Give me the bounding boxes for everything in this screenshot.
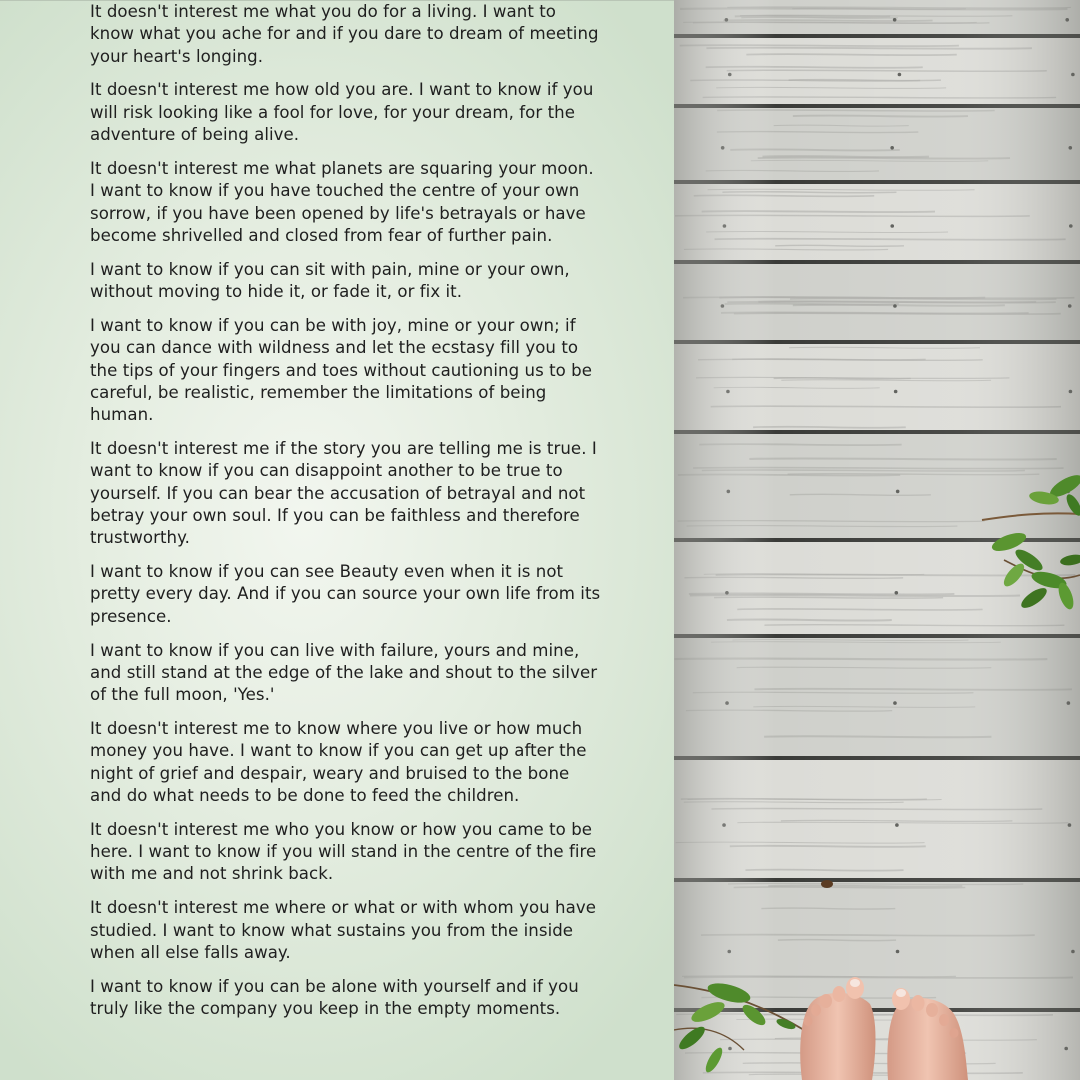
poem-paragraph: It doesn't interest me how old you are. I want to know if you will risk looking like a fool for love, for your dream, for the adventure of being alive. [90, 80, 594, 145]
boardwalk-photo [674, 0, 1080, 1080]
poem-paragraph: It doesn't interest me what you do for a living. I want to know what you ache for and if you dare to dream of meeting your heart's longing. [90, 2, 599, 66]
poem-paragraph: It doesn't interest me if the story you are telling me is true. I want to know if you can disappoint another to be true to yourself. If you can bear the accusation of betrayal and not betray your own soul. If you can be faithless and therefore trustworthy. [90, 439, 597, 548]
poem-paragraph: It doesn't interest me what planets are squaring your moon. I want to know if you have touched the centre of your own sorrow, if you have been opened by life's betrayals or have become shrivelled and closed from fear of further pain. [90, 158, 594, 245]
poem-paragraph: It doesn't interest me who you know or how you came to be here. I want to know if you will stand in the centre of the fire with me and not shrink back. [90, 819, 597, 884]
poem-paragraph: I want to know if you can see Beauty even when it is not pretty every day. And if you can source your own life from its presence. [90, 562, 601, 626]
leaf-fragment [821, 880, 833, 888]
poem-paragraph: It doesn't interest me to know where you live or how much money you have. I want to know if you can get up after the night of grief and despair, weary and bruised to the bone and do what needs to be done to feed the children. [90, 719, 587, 805]
poem-paragraph: I want to know if you can be alone with yourself and if you truly like the company you keep in the empty moments. [90, 976, 579, 1019]
poem-text [90, 1, 602, 1032]
poem-paragraph: It doesn't interest me where or what or with whom you have studied. I want to know what sustains you from the inside when all else falls away. [90, 898, 596, 962]
boardwalk-illustration [674, 0, 1080, 1080]
poem-paragraph: I want to know if you can sit with pain, mine or your own, without moving to hide it, or fade it, or fix it. [90, 259, 570, 302]
poem-paragraph: I want to know if you can be with joy, mine or your own; if you can dance with wildness and let the ecstasy fill you to the tips of your fingers and toes without cautioning us to be careful, be realistic, remember the limitations of being human. [90, 315, 593, 425]
poem-paragraph: I want to know if you can live with failure, yours and mine, and still stand at the edge of the lake and shout to the silver of the full moon, 'Yes.' [90, 640, 598, 705]
